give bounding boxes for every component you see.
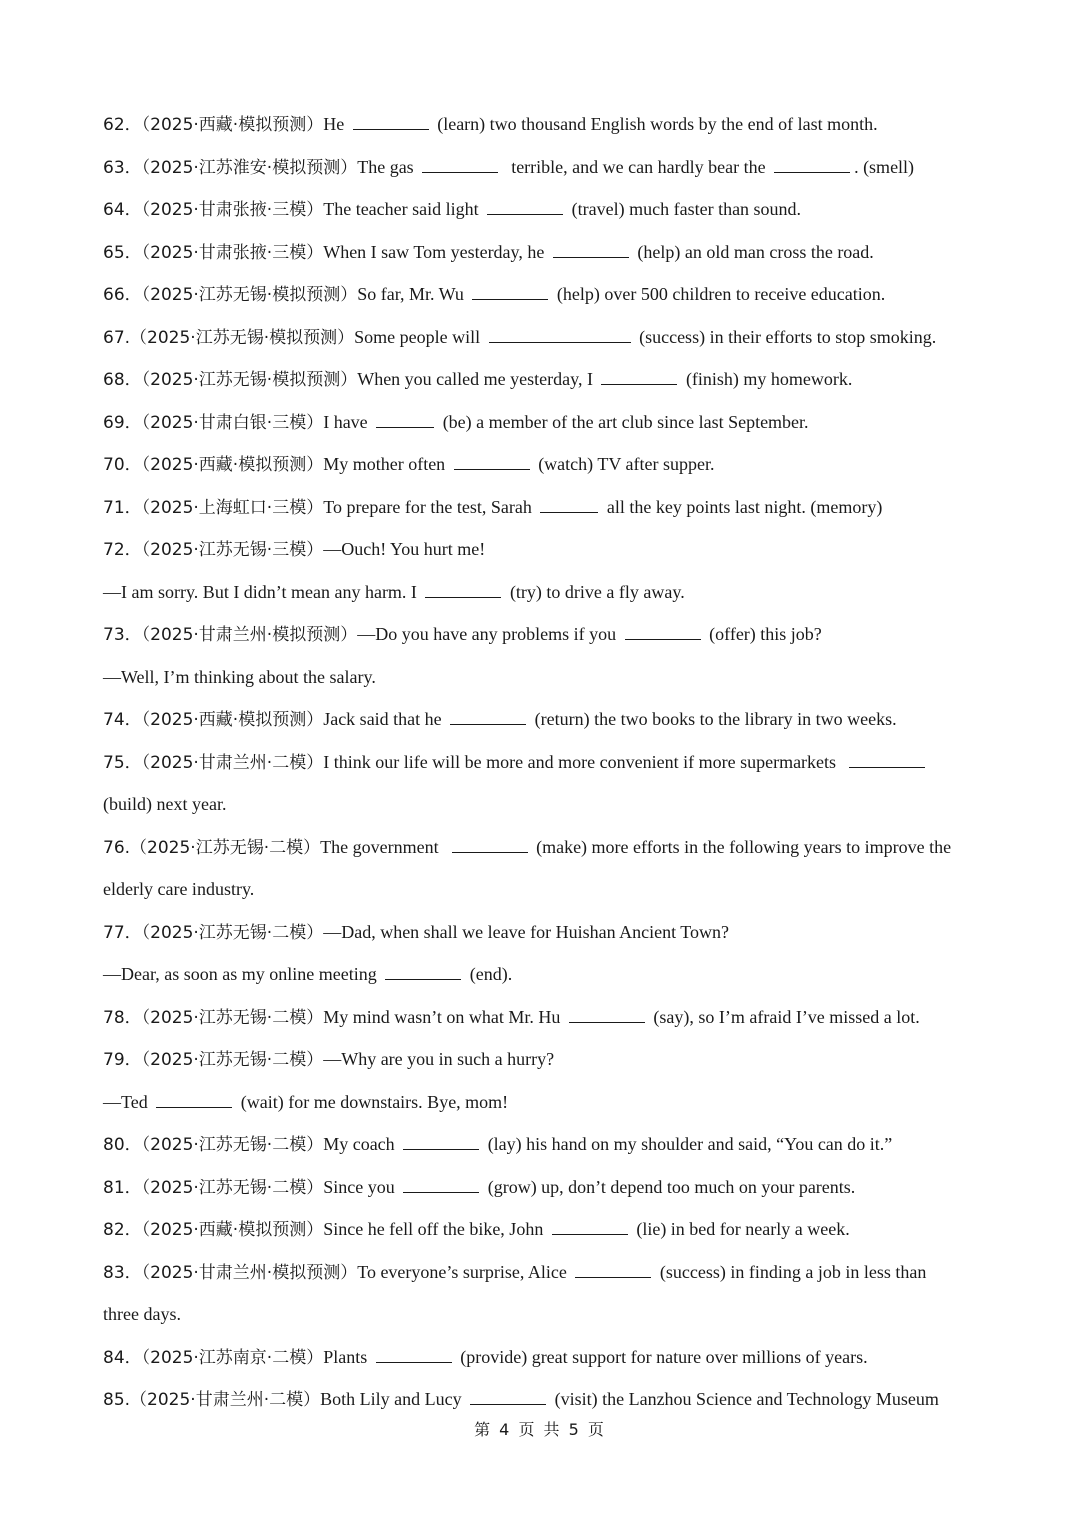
question-text: (help) an old man cross the road. bbox=[632, 241, 874, 262]
question-text: elderly care industry. bbox=[103, 879, 255, 899]
question-text: terrible, and we can hardly bear the bbox=[502, 156, 771, 177]
question-text: The government bbox=[320, 836, 448, 857]
question-source: 77．（2025·江苏无锡·二模） bbox=[103, 922, 324, 943]
question-line-q81-1 bbox=[103, 1166, 983, 1209]
question-source: 62．（2025·西藏·模拟预测） bbox=[103, 115, 324, 135]
question-text: He bbox=[323, 114, 349, 134]
question-text: (success) in finding a job in less than bbox=[655, 1261, 927, 1282]
question-source: 80．（2025·江苏无锡·二模） bbox=[103, 1135, 324, 1155]
question-source: 63．（2025·江苏淮安·模拟预测） bbox=[103, 157, 358, 178]
question-line-q75-1 bbox=[103, 741, 983, 784]
question-text: When I saw Tom yesterday, he bbox=[323, 241, 549, 262]
question-text: all the key points last night. (memory) bbox=[602, 496, 883, 517]
question-text: To everyone’s surprise, Alice bbox=[357, 1261, 572, 1282]
question-line-q76-2 bbox=[103, 868, 983, 911]
question-text: Both Lily and Lucy bbox=[320, 1389, 467, 1409]
question-line-q80-1 bbox=[103, 1123, 983, 1166]
answer-blank[interactable] bbox=[353, 112, 429, 130]
question-line-q71-1 bbox=[103, 486, 983, 529]
answer-blank[interactable] bbox=[470, 1387, 546, 1405]
question-line-q68-1 bbox=[103, 358, 983, 401]
question-text: (lie) in bed for nearly a week. bbox=[631, 1219, 850, 1239]
question-text: (say), so I’m afraid I’ve missed a lot. bbox=[648, 1006, 920, 1027]
question-line-q70-1 bbox=[103, 443, 983, 486]
question-source: 79．（2025·江苏无锡·二模） bbox=[103, 1050, 324, 1070]
question-source: 84．（2025·江苏南京·二模） bbox=[103, 1347, 324, 1368]
question-source: 82．（2025·西藏·模拟预测） bbox=[103, 1220, 324, 1240]
answer-blank[interactable] bbox=[625, 622, 701, 640]
question-source: 64．（2025·甘肃张掖·三模） bbox=[103, 200, 324, 220]
question-line-q72-2 bbox=[103, 571, 983, 614]
question-text: Since he fell off the bike, John bbox=[323, 1219, 548, 1239]
question-source: 71．（2025·上海虹口·三模） bbox=[103, 497, 324, 518]
question-line-q64-1 bbox=[103, 188, 983, 231]
answer-blank[interactable] bbox=[156, 1090, 232, 1108]
answer-blank[interactable] bbox=[422, 155, 498, 173]
answer-blank[interactable] bbox=[487, 197, 563, 215]
question-text: (make) more efforts in the following years to improve the bbox=[531, 836, 952, 857]
question-text: Jack said that he bbox=[323, 709, 447, 729]
question-text: (learn) two thousand English words by the end of last month. bbox=[432, 114, 878, 134]
question-line-q76-1 bbox=[103, 826, 983, 869]
answer-blank[interactable] bbox=[450, 707, 526, 725]
answer-blank[interactable] bbox=[489, 325, 631, 343]
answer-blank[interactable] bbox=[552, 1217, 628, 1235]
question-line-q79-1 bbox=[103, 1038, 983, 1081]
question-line-q63-1 bbox=[103, 146, 983, 189]
answer-blank[interactable] bbox=[403, 1132, 479, 1150]
question-line-q75-2 bbox=[103, 783, 983, 826]
question-line-q82-1 bbox=[103, 1208, 983, 1251]
question-text: (help) over 500 children to receive education. bbox=[552, 284, 886, 304]
question-text: My coach bbox=[323, 1134, 400, 1154]
question-text: Plants bbox=[323, 1346, 372, 1367]
answer-blank[interactable] bbox=[376, 410, 434, 428]
worksheet-body bbox=[103, 103, 983, 1421]
answer-blank[interactable] bbox=[403, 1175, 479, 1193]
question-line-q79-2 bbox=[103, 1081, 983, 1124]
question-text: To prepare for the test, Sarah bbox=[323, 496, 537, 517]
question-text: —I am sorry. But I didn’t mean any harm. I bbox=[103, 581, 422, 602]
question-text: (be) a member of the art club since last September. bbox=[438, 411, 809, 432]
question-text: (end). bbox=[465, 964, 513, 984]
answer-blank[interactable] bbox=[376, 1345, 452, 1363]
question-text: (grow) up, don’t depend too much on your parents. bbox=[483, 1176, 856, 1197]
question-source: 68．（2025·江苏无锡·模拟预测） bbox=[103, 370, 358, 390]
question-line-q66-1 bbox=[103, 273, 983, 316]
question-text: —Dear, as soon as my online meeting bbox=[103, 964, 382, 984]
answer-blank[interactable] bbox=[575, 1260, 651, 1278]
answer-blank[interactable] bbox=[454, 452, 530, 470]
question-source: 70．（2025·西藏·模拟预测） bbox=[103, 455, 324, 475]
question-line-q73-1 bbox=[103, 613, 983, 656]
question-text: (finish) my homework. bbox=[681, 369, 853, 389]
question-text: (offer) this job? bbox=[704, 624, 822, 644]
question-text: . (smell) bbox=[854, 156, 915, 177]
question-line-q77-2 bbox=[103, 953, 983, 996]
question-text: The teacher said light bbox=[323, 199, 484, 219]
question-source: 78．（2025·江苏无锡·二模） bbox=[103, 1007, 324, 1028]
question-source: 74．（2025·西藏·模拟预测） bbox=[103, 710, 324, 730]
question-text: The gas bbox=[357, 156, 419, 177]
question-text: (travel) much faster than sound. bbox=[567, 199, 802, 219]
question-text: (lay) his hand on my shoulder and said, “You can do it.” bbox=[483, 1134, 893, 1154]
question-source: 72．（2025·江苏无锡·三模） bbox=[103, 540, 324, 560]
question-line-q74-1 bbox=[103, 698, 983, 741]
question-text: —Ted bbox=[103, 1091, 153, 1112]
answer-blank[interactable] bbox=[385, 962, 461, 980]
question-line-q67-1 bbox=[103, 316, 983, 359]
question-text: (try) to drive a fly away. bbox=[505, 581, 685, 602]
question-text: Some people will bbox=[354, 326, 485, 347]
question-text: (build) next year. bbox=[103, 794, 227, 814]
question-text: Since you bbox=[323, 1176, 400, 1197]
answer-blank[interactable] bbox=[849, 750, 925, 768]
question-text: So far, Mr. Wu bbox=[357, 284, 469, 304]
question-line-q78-1 bbox=[103, 996, 983, 1039]
question-text: (provide) great support for nature over millions of years. bbox=[455, 1346, 868, 1367]
question-line-q85-1 bbox=[103, 1378, 983, 1421]
question-text: —Do you have any problems if you bbox=[357, 624, 621, 644]
question-text: —Ouch! You hurt me! bbox=[323, 539, 486, 559]
question-text: (success) in their efforts to stop smoking. bbox=[634, 326, 937, 347]
question-text: My mother often bbox=[323, 454, 450, 474]
question-source: 75．（2025·甘肃兰州·二模） bbox=[103, 752, 324, 773]
question-text: When you called me yesterday, I bbox=[357, 369, 598, 389]
question-source: 69．（2025·甘肃白银·三模） bbox=[103, 412, 324, 433]
answer-blank[interactable] bbox=[569, 1005, 645, 1023]
question-line-q84-1 bbox=[103, 1336, 983, 1379]
question-source: 81．（2025·江苏无锡·二模） bbox=[103, 1177, 324, 1198]
question-text: (watch) TV after supper. bbox=[533, 454, 715, 474]
question-text: My mind wasn’t on what Mr. Hu bbox=[323, 1006, 565, 1027]
question-source: 66．（2025·江苏无锡·模拟预测） bbox=[103, 285, 358, 305]
question-source: 65．（2025·甘肃张掖·三模） bbox=[103, 242, 324, 263]
question-line-q65-1 bbox=[103, 231, 983, 274]
question-source: 83．（2025·甘肃兰州·模拟预测） bbox=[103, 1262, 358, 1283]
question-text: three days. bbox=[103, 1304, 181, 1324]
question-text: (return) the two books to the library in two weeks. bbox=[530, 709, 897, 729]
answer-blank[interactable] bbox=[452, 835, 528, 853]
question-line-q83-2 bbox=[103, 1293, 983, 1336]
question-line-q62-1 bbox=[103, 103, 983, 146]
page-footer: 第 4 页 共 5 页 bbox=[474, 1420, 606, 1439]
question-line-q83-1 bbox=[103, 1251, 983, 1294]
question-text: I think our life will be more and more convenient if more supermarkets bbox=[323, 751, 846, 772]
question-source: 67.（2025·江苏无锡·模拟预测） bbox=[103, 327, 355, 348]
question-text: —Well, I’m thinking about the salary. bbox=[103, 666, 376, 687]
question-text: (visit) the Lanzhou Science and Technology Museum bbox=[550, 1389, 939, 1409]
question-line-q77-1 bbox=[103, 911, 983, 954]
answer-blank[interactable] bbox=[472, 282, 548, 300]
question-line-q69-1 bbox=[103, 401, 983, 444]
question-source: 76.（2025·江苏无锡·二模） bbox=[103, 837, 321, 858]
question-source: 73．（2025·甘肃兰州·模拟预测） bbox=[103, 625, 358, 645]
question-text: —Why are you in such a hurry? bbox=[323, 1049, 555, 1069]
question-line-q72-1 bbox=[103, 528, 983, 571]
question-text: I have bbox=[323, 411, 373, 432]
answer-blank[interactable] bbox=[774, 155, 850, 173]
question-text: (wait) for me downstairs. Bye, mom! bbox=[236, 1091, 509, 1112]
answer-blank[interactable] bbox=[601, 367, 677, 385]
question-line-q73-2 bbox=[103, 656, 983, 699]
answer-blank[interactable] bbox=[425, 580, 501, 598]
question-source: 85.（2025·甘肃兰州·二模） bbox=[103, 1390, 321, 1410]
answer-blank[interactable] bbox=[553, 240, 629, 258]
answer-blank[interactable] bbox=[540, 495, 598, 513]
question-text: —Dad, when shall we leave for Huishan Ancient Town? bbox=[323, 921, 730, 942]
